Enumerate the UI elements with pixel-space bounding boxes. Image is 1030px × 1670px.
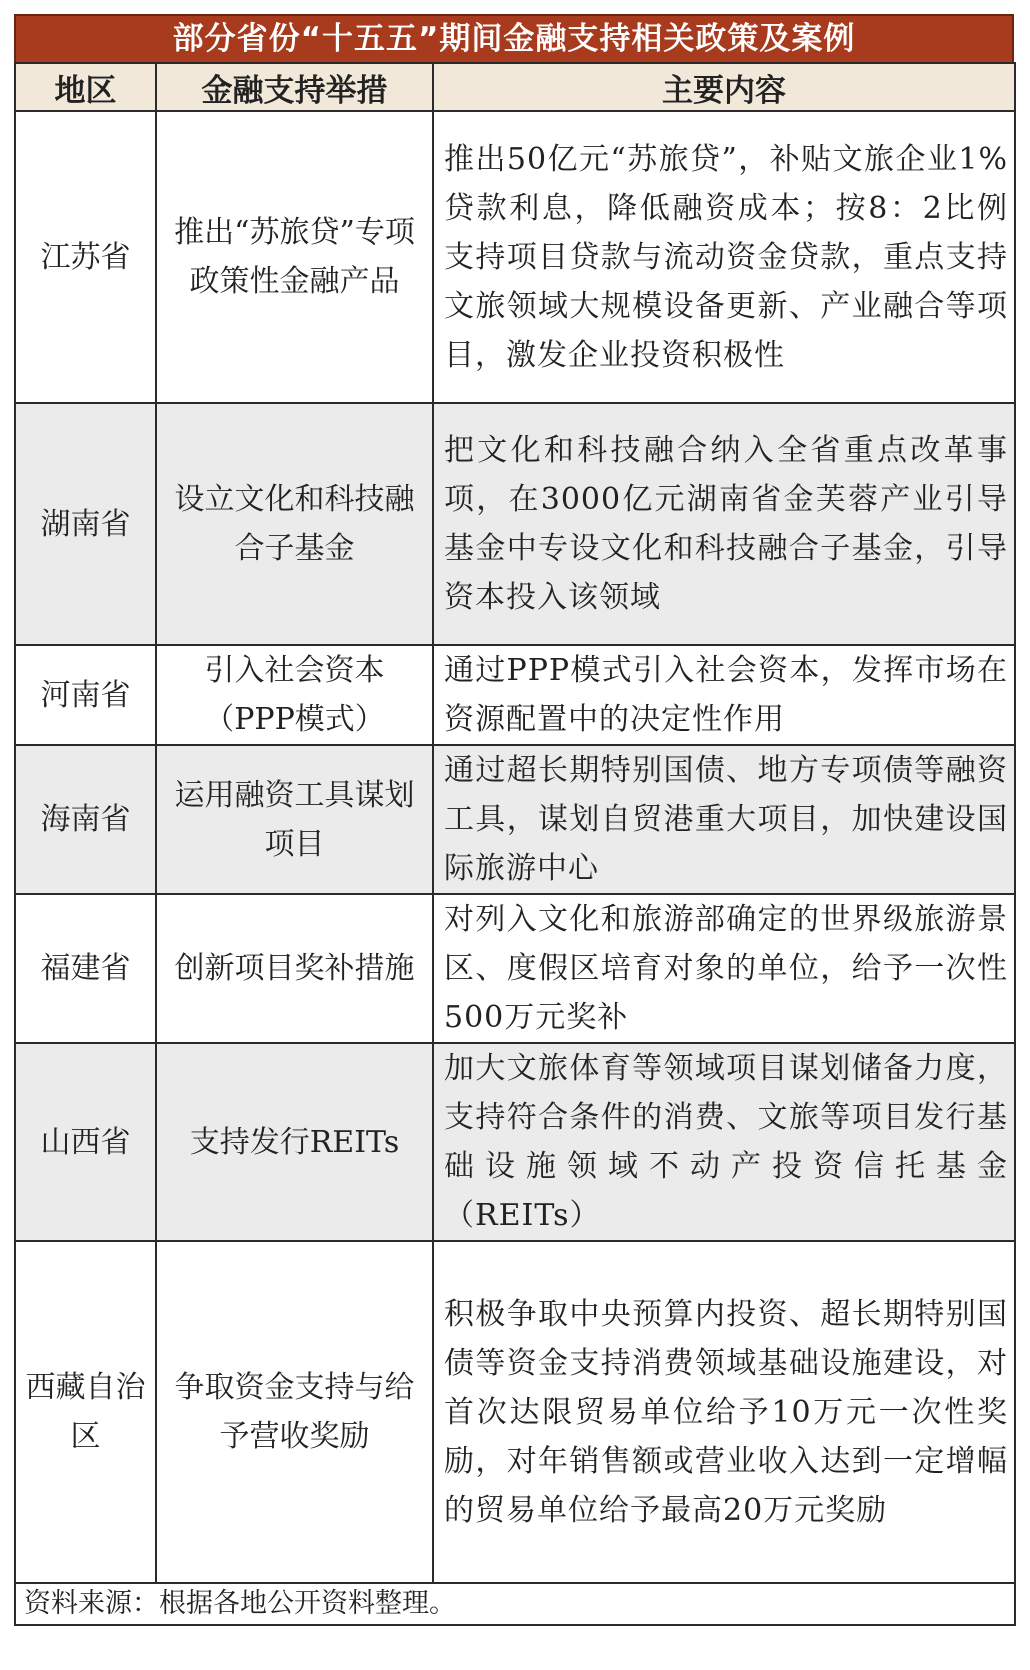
- content-cell: 通过PPP模式引入社会资本，发挥市场在资源配置中的决定性作用: [433, 645, 1015, 745]
- content-cell: 对列入文化和旅游部确定的世界级旅游景区、度假区培育对象的单位，给予一次性500万元奖补: [433, 894, 1015, 1043]
- content-cell: 推出50亿元“苏旅贷”，补贴文旅企业1%贷款利息，降低融资成本；按8：2比例支持项目贷款与流动资金贷款，重点支持文旅领域大规模设备更新、产业融合等项目，激发企业投资积极性: [433, 111, 1015, 403]
- region-cell: 湖南省: [15, 403, 156, 645]
- table-row: [15, 745, 1015, 894]
- measure-cell: 引入社会资本（PPP模式）: [156, 645, 433, 745]
- header-row: [15, 63, 1015, 111]
- table-row: [15, 1241, 1015, 1583]
- policy-table: [14, 62, 1016, 1626]
- region-cell: 河南省: [15, 645, 156, 745]
- content-cell: 通过超长期特别国债、地方专项债等融资工具，谋划自贸港重大项目，加快建设国际旅游中心: [433, 745, 1015, 894]
- policy-table-container: [14, 14, 1014, 1626]
- region-cell: 江苏省: [15, 111, 156, 403]
- column-header-region: 地区: [15, 63, 156, 111]
- region-cell: 西藏自治区: [15, 1241, 156, 1583]
- content-cell: 加大文旅体育等领域项目谋划储备力度，支持符合条件的消费、文旅等项目发行基础设施领域不动产投资信托基金（REITs）: [433, 1043, 1015, 1241]
- content-cell: 积极争取中央预算内投资、超长期特别国债等资金支持消费领域基础设施建设，对首次达限贸易单位给予10万元一次性奖励，对年销售额或营业收入达到一定增幅的贸易单位给予最高20万元奖励: [433, 1241, 1015, 1583]
- table-title: 部分省份“十五五”期间金融支持相关政策及案例: [14, 14, 1014, 62]
- measure-cell: 创新项目奖补措施: [156, 894, 433, 1043]
- column-header-measure: 金融支持举措: [156, 63, 433, 111]
- region-cell: 海南省: [15, 745, 156, 894]
- column-header-content: 主要内容: [433, 63, 1015, 111]
- table-row: [15, 894, 1015, 1043]
- table-row: [15, 645, 1015, 745]
- content-cell: 把文化和科技融合纳入全省重点改革事项，在3000亿元湖南省金芙蓉产业引导基金中专设文化和科技融合子基金，引导资本投入该领域: [433, 403, 1015, 645]
- measure-cell: 设立文化和科技融合子基金: [156, 403, 433, 645]
- measure-cell: 推出“苏旅贷”专项政策性金融产品: [156, 111, 433, 403]
- region-cell: 山西省: [15, 1043, 156, 1241]
- source-row: [15, 1583, 1015, 1625]
- region-cell: 福建省: [15, 894, 156, 1043]
- table-row: [15, 1043, 1015, 1241]
- measure-cell: 争取资金支持与给予营收奖励: [156, 1241, 433, 1583]
- measure-cell: 运用融资工具谋划项目: [156, 745, 433, 894]
- table-row: [15, 403, 1015, 645]
- measure-cell: 支持发行REITs: [156, 1043, 433, 1241]
- table-row: [15, 111, 1015, 403]
- source-note: 资料来源：根据各地公开资料整理。: [15, 1583, 1015, 1625]
